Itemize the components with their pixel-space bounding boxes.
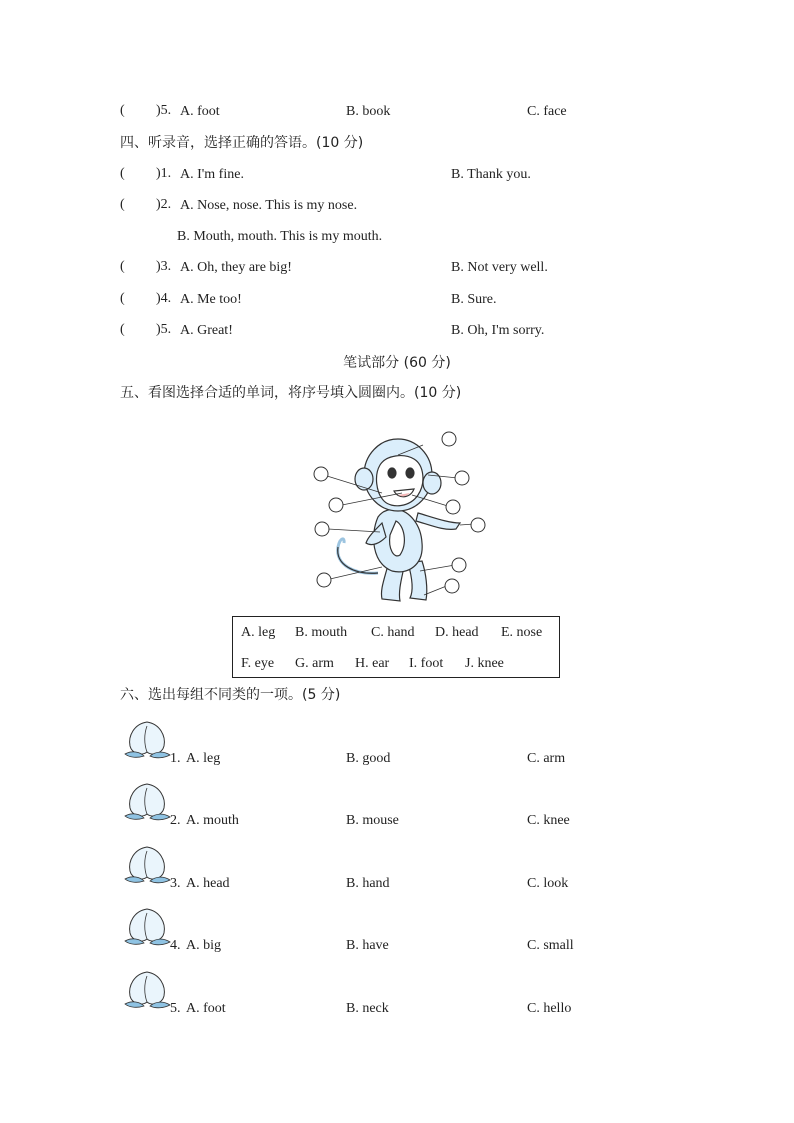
word-bank-box <box>232 616 560 678</box>
word-bank-item: H. ear <box>355 656 390 671</box>
option-c: C. arm <box>527 751 566 766</box>
option-b: B. book <box>346 104 391 119</box>
question-number: )5. <box>156 322 172 337</box>
option-a: A. Nose, nose. This is my nose. <box>180 198 358 213</box>
peach-icon[interactable] <box>122 905 172 947</box>
answer-paren[interactable]: ( <box>120 291 125 306</box>
question-number: 1. <box>170 751 181 766</box>
question-number: )5. <box>156 103 172 118</box>
question-number: )4. <box>156 291 172 306</box>
option-a: A. big <box>186 938 221 953</box>
question-number: 5. <box>170 1001 181 1016</box>
answer-circle-icon <box>329 498 343 512</box>
question-number: )1. <box>156 166 172 181</box>
answer-circle-icon <box>452 558 466 572</box>
answer-circle-icon <box>455 471 469 485</box>
word-bank-item: B. mouth <box>295 625 348 640</box>
option-b: B. have <box>346 938 389 953</box>
word-bank-item: I. foot <box>409 656 444 671</box>
option-b: B. hand <box>346 876 390 891</box>
peach-icon[interactable] <box>122 780 172 822</box>
option-a: A. foot <box>186 1001 226 1016</box>
answer-circle-icon <box>446 500 460 514</box>
option-c: C. look <box>527 876 569 891</box>
question-number: )3. <box>156 259 172 274</box>
question-number: 3. <box>170 876 181 891</box>
question-number: )2. <box>156 197 172 212</box>
answer-circle-icon <box>445 579 459 593</box>
option-a: A. leg <box>186 751 221 766</box>
option-a: A. I'm fine. <box>180 167 244 182</box>
section-5-title: 五、看图选择合适的单词，将序号填入圆圈内。(10 分) <box>120 385 462 401</box>
answer-paren[interactable]: ( <box>120 322 125 337</box>
option-c: C. small <box>527 938 574 953</box>
peach-icon[interactable] <box>122 843 172 885</box>
word-bank-item: J. knee <box>465 656 504 671</box>
word-bank-item: C. hand <box>371 625 415 640</box>
option-a: A. Great! <box>180 323 233 338</box>
answer-circle-icon <box>442 432 456 446</box>
section-4-title: 四、听录音，选择正确的答语。(10 分) <box>120 135 364 151</box>
option-b: B. Sure. <box>451 292 497 307</box>
word-bank-item: F. eye <box>241 656 275 671</box>
answer-paren[interactable]: ( <box>120 197 125 212</box>
monkey-illustration <box>300 425 500 610</box>
peach-icon[interactable] <box>122 968 172 1010</box>
option-a: A. Oh, they are big! <box>180 260 292 275</box>
answer-circle-icon <box>471 518 485 532</box>
word-bank-item: G. arm <box>295 656 334 671</box>
answer-paren[interactable]: ( <box>120 259 125 274</box>
word-bank-item: E. nose <box>501 625 543 640</box>
option-c: C. hello <box>527 1001 572 1016</box>
answer-paren[interactable]: ( <box>120 103 125 118</box>
option-b: B. Thank you. <box>451 167 531 182</box>
option-b: B. Mouth, mouth. This is my mouth. <box>177 229 383 244</box>
question-number: 2. <box>170 813 181 828</box>
answer-paren[interactable]: ( <box>120 166 125 181</box>
option-b: B. good <box>346 751 391 766</box>
section-6-title: 六、选出每组不同类的一项。(5 分) <box>120 687 341 703</box>
option-a: A. foot <box>180 104 220 119</box>
option-b: B. neck <box>346 1001 389 1016</box>
written-part-heading: 笔试部分 (60 分) <box>343 355 451 371</box>
question-number: 4. <box>170 938 181 953</box>
option-c: C. face <box>527 104 567 119</box>
answer-circle-icon <box>317 573 331 587</box>
option-a: A. Me too! <box>180 292 242 307</box>
option-a: A. head <box>186 876 230 891</box>
answer-circle-icon <box>314 467 328 481</box>
word-bank-item: A. leg <box>241 625 276 640</box>
option-b: B. Oh, I'm sorry. <box>451 323 545 338</box>
option-c: C. knee <box>527 813 570 828</box>
option-b: B. Not very well. <box>451 260 548 275</box>
word-bank-item: D. head <box>435 625 479 640</box>
answer-circle-icon <box>315 522 329 536</box>
option-a: A. mouth <box>186 813 239 828</box>
option-b: B. mouse <box>346 813 399 828</box>
peach-icon[interactable] <box>122 718 172 760</box>
